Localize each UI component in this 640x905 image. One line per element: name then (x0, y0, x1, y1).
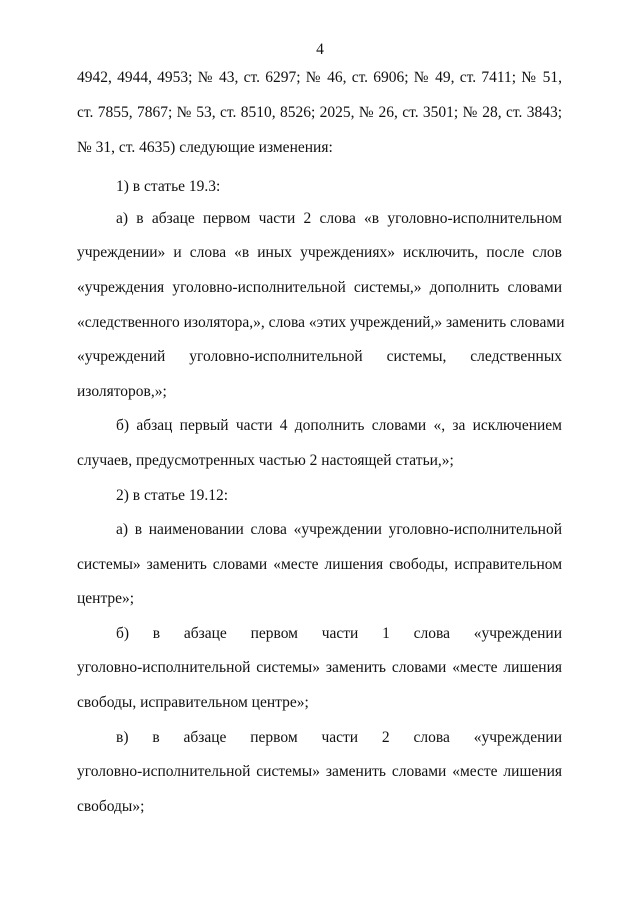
text-line: свободы, исправительном центре»; (77, 694, 309, 711)
text-line: 4942, 4944, 4953; № 43, ст. 6297; № 46, ст. 6906; № 49, ст. 7411; № 51, (77, 69, 562, 86)
text-line: а) в абзаце первом части 2 слова «в уголовно-исполнительном (116, 210, 562, 227)
text-line: «учреждения уголовно-исполнительной системы,» дополнить словами (77, 279, 562, 296)
text-line: системы» заменить словами «месте лишения свободы, исправительном (77, 556, 562, 573)
text-line: свободы»; (77, 798, 145, 815)
text-line: а) в наименовании слова «учреждении уголовно-исполнительной (116, 521, 562, 538)
text-line: учреждении» и слова «в иных учреждениях» исключить, после слов (77, 244, 562, 261)
list-item-heading: 2) в статье 19.12: (116, 487, 229, 504)
text-line: № 31, ст. 4635) следующие изменения: (77, 139, 333, 156)
text-line: б) абзац первый части 4 дополнить словами «, за исключением (116, 417, 562, 434)
text-line: центре»; (77, 590, 135, 607)
text-line: «следственного изолятора,», слова «этих учреждений,» заменить словами (77, 314, 565, 331)
text-line: в) в абзаце первом части 2 слова «учреждении (116, 729, 562, 746)
text-line: уголовно-исполнительной системы» заменить словами «месте лишения (77, 763, 562, 780)
text-line: изоляторов,»; (77, 383, 167, 400)
text-line: уголовно-исполнительной системы» заменить словами «месте лишения (77, 659, 562, 676)
text-line: ст. 7855, 7867; № 53, ст. 8510, 8526; 2025, № 26, ст. 3501; № 28, ст. 3843; (77, 104, 562, 121)
text-line: случаев, предусмотренных частью 2 настоящей статьи,»; (77, 452, 454, 469)
list-item-heading: 1) в статье 19.3: (116, 178, 221, 195)
text-line: б) в абзаце первом части 1 слова «учреждении (116, 625, 562, 642)
text-line: «учреждений уголовно-исполнительной системы, следственных (77, 348, 562, 365)
page-number: 4 (316, 41, 324, 58)
